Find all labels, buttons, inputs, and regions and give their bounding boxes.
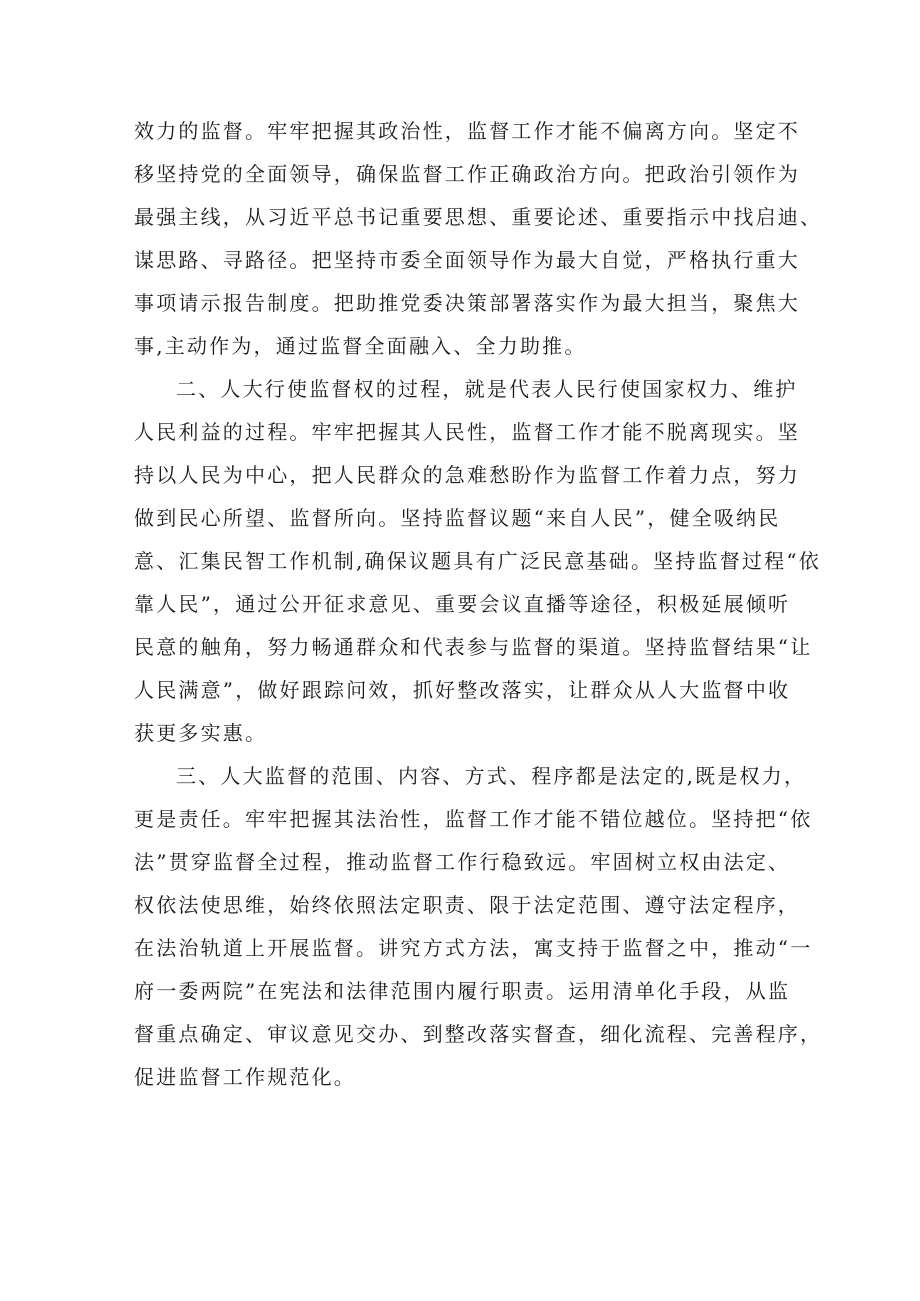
document-page	[134, 110, 823, 1099]
text-line: 靠人民”，通过公开征求意见、重要会议直播等途径，积极延展倾听	[134, 592, 791, 616]
text-line: 最强主线，从习近平总书记重要思想、重要论述、重要指示中找启迪、	[134, 205, 823, 229]
text-line: 谋思路、寻路径。把坚持市委全面领导作为最大自觉，严格执行重大	[134, 248, 800, 272]
paragraph-section-three	[134, 755, 823, 1099]
text-line: 更是责任。牢牢把握其法治性，监督工作才能不错位越位。坚持把“依	[134, 807, 813, 831]
text-line: 意、汇集民智工作机制,确保议题具有广泛民意基础。坚持监督过程“依	[134, 549, 821, 573]
text-line: 权依法使思维，始终依照法定职责、限于法定范围、遵守法定程序，	[134, 893, 800, 917]
text-line: 移坚持党的全面领导，确保监督工作正确政治方向。把政治引领作为	[134, 162, 800, 186]
text-line: 府一委两院”在宪法和法律范围内履行职责。运用清单化手段，从监	[134, 979, 791, 1003]
text-line: 人民满意”，做好跟踪问效，抓好整改落实，让群众从人大监督中收	[134, 678, 791, 702]
text-line: 促进监督工作规范化。	[134, 1065, 356, 1089]
text-line: 法”贯穿监督全过程，推动监督工作行稳致远。牢固树立权由法定、	[134, 850, 791, 874]
text-line: 效力的监督。牢牢把握其政治性，监督工作才能不偏离方向。坚定不	[134, 119, 800, 143]
text-line: 持以人民为中心，把人民群众的急难愁盼作为监督工作着力点，努力	[134, 463, 800, 487]
text-line: 二、人大行使监督权的过程，就是代表人民行使国家权力、维护	[176, 377, 798, 401]
text-line: 督重点确定、审议意见交办、到整改落实督查，细化流程、完善程序，	[134, 1022, 823, 1046]
text-line: 三、人大监督的范围、内容、方式、程序都是法定的,既是权力，	[176, 764, 807, 788]
text-line: 事项请示报告制度。把助推党委决策部署落实作为最大担当，聚焦大	[134, 291, 800, 315]
text-line: 民意的触角，努力畅通群众和代表参与监督的渠道。坚持监督结果“让	[134, 635, 813, 659]
text-line: 事,主动作为，通过监督全面融入、全力助推。	[134, 334, 587, 358]
text-line: 做到民心所望、监督所向。坚持监督议题“来自人民”，健全吸纳民	[134, 506, 781, 530]
text-line: 获更多实惠。	[134, 721, 268, 745]
text-line: 人民利益的过程。牢牢把握其人民性，监督工作才能不脱离现实。坚	[134, 420, 800, 444]
paragraph-continuation	[134, 110, 823, 368]
paragraph-section-two	[134, 368, 821, 755]
text-line: 在法治轨道上开展监督。讲究方式方法，寓支持于监督之中，推动“一	[134, 936, 813, 960]
